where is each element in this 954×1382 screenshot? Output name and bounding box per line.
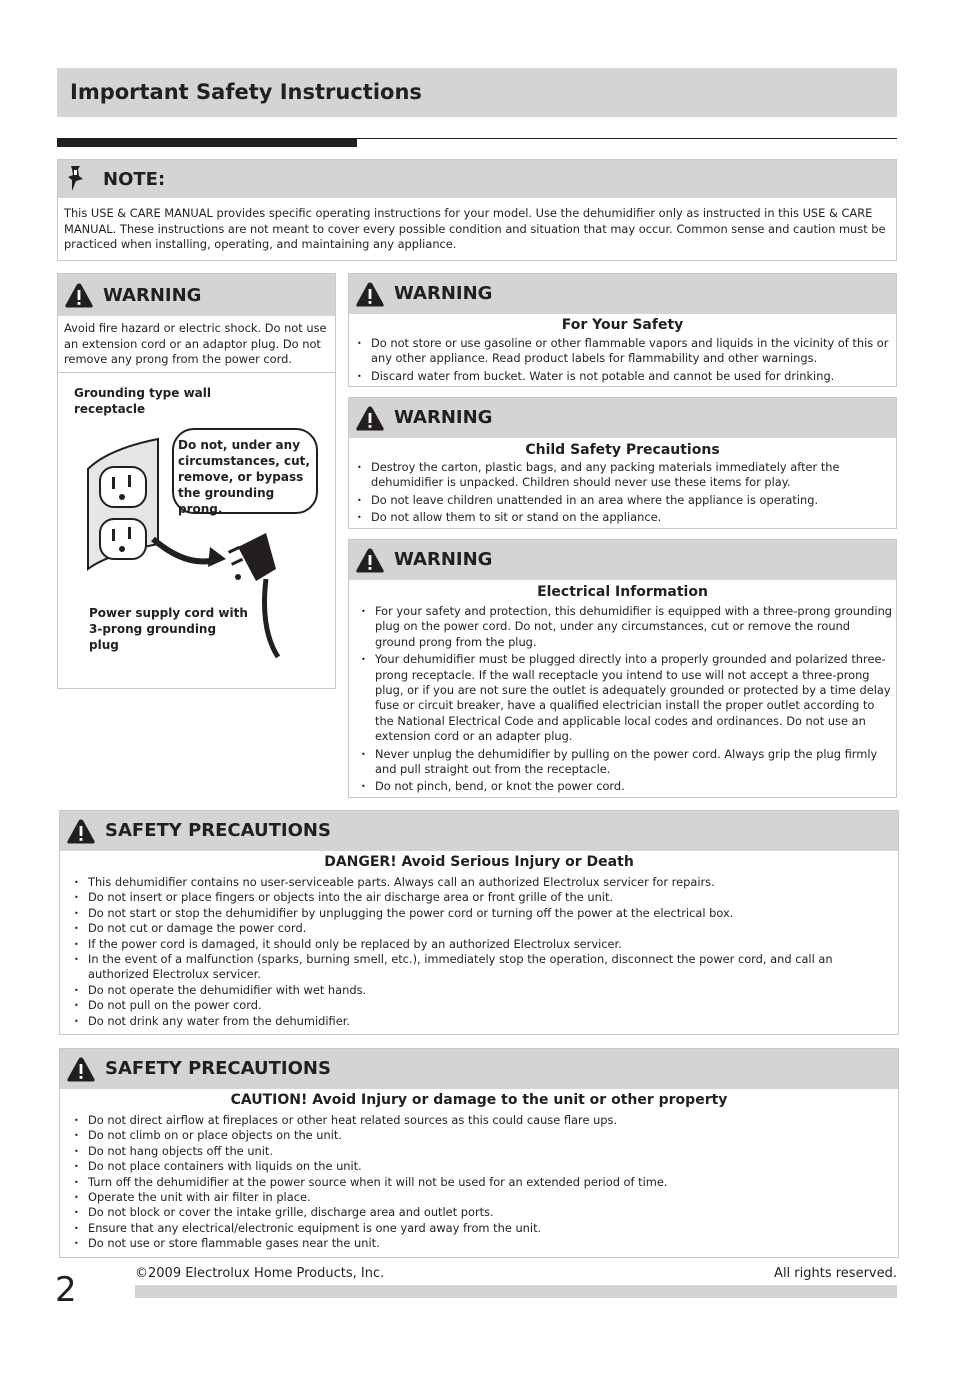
callout-text: Do not, under any circumstances, cut, remove, or bypass the grounding prong. [178, 438, 310, 516]
warning-safety-header [349, 274, 896, 314]
warning-fire-header [58, 274, 335, 316]
warning-triangle-icon [355, 547, 385, 578]
precautions-caution-box [59, 1048, 899, 1258]
note-box [57, 159, 897, 261]
warning-child-box [348, 397, 897, 529]
list-item: • Do not leave children unattended in an area where the appliance is operating. [349, 493, 889, 508]
list-item: • Ensure that any electrical/electronic equipment is one yard away from the unit. [66, 1221, 894, 1236]
precautions-caution-title: SAFETY PRECAUTIONS [105, 1058, 331, 1079]
precautions-caution-header [60, 1049, 898, 1089]
list-item: • Do not pinch, bend, or knot the power cord. [353, 779, 893, 794]
warning-safety-title: WARNING [394, 283, 493, 304]
precautions-danger-subtitle: DANGER! Avoid Serious Injury or Death [324, 854, 634, 870]
warning-electrical-subtitle: Electrical Information [537, 584, 708, 600]
warning-child-list [349, 460, 889, 526]
warning-triangle-icon [64, 282, 94, 313]
receptacle-label: Grounding type wall receptacle [74, 386, 211, 416]
list-item: • Your dehumidifier must be plugged directly into a properly grounded and polarized three-prong receptacle. If the wall receptacle you intend to use will not accept a three-prong plug, or if you are not sure the outlet is adequately grounded or protected by a time delay fuse or circuit breaker, have a qualified electrician install the proper outlet according to the National Electrical Code and applicable local codes and ordinances. Do not use an extension cord or an adapter plug. [353, 652, 893, 744]
list-item: • Do not direct airflow at fireplaces or other heat related sources as this could cause flare ups. [66, 1113, 894, 1128]
cord-label: Power supply cord with 3-prong grounding plug [89, 606, 248, 652]
precautions-danger-list [66, 875, 894, 1029]
warning-triangle-icon [66, 1056, 96, 1087]
warning-fire-title: WARNING [103, 285, 202, 306]
page-number: 2 [55, 1270, 77, 1310]
list-item: • Operate the unit with air filter in place. [66, 1190, 894, 1205]
warning-fire-text: Avoid fire hazard or electric shock. Do not use an extension cord or an adaptor plug. Do not remove any prong from the power cord. [64, 321, 327, 366]
footer-copyright: ©2009 Electrolux Home Products, Inc. [135, 1266, 385, 1281]
precautions-caution-list [66, 1113, 894, 1252]
list-item: • If the power cord is damaged, it should only be replaced by an authorized Electrolux servicer. [66, 937, 894, 952]
warning-electrical-list [353, 604, 893, 795]
warning-safety-list [349, 336, 889, 384]
list-item: • Do not hang objects off the unit. [66, 1144, 894, 1159]
list-item: • Do not insert or place fingers or objects into the air discharge area or front grille of the unit. [66, 890, 894, 905]
footer-rights: All rights reserved. [774, 1266, 897, 1281]
list-item: • Do not store or use gasoline or other flammable vapors and liquids in the vicinity of this or any other appliance. Read product labels for flammability and other warnings. [349, 336, 889, 367]
list-item: • Do not start or stop the dehumidifier by unplugging the power cord or turning off the power at the electrical box. [66, 906, 894, 921]
list-item: • Do not allow them to sit or stand on the appliance. [349, 510, 889, 525]
warning-electrical-header [349, 540, 896, 580]
list-item: • Do not block or cover the intake grille, discharge area and outlet ports. [66, 1205, 894, 1220]
list-item: • Discard water from bucket. Water is not potable and cannot be used for drinking. [349, 369, 889, 384]
warning-child-header [349, 398, 896, 438]
note-title: NOTE: [103, 169, 166, 190]
warning-fire-box [57, 273, 336, 689]
list-item: • In the event of a malfunction (sparks, burning smell, etc.), immediately stop the operation, disconnect the power cord, and call an authorized Electrolux servicer. [66, 952, 894, 983]
header-rule-thick [57, 138, 357, 147]
note-header [58, 160, 896, 198]
warning-electrical-title: WARNING [394, 549, 493, 570]
precautions-danger-header [60, 811, 898, 851]
list-item: • This dehumidifier contains no user-serviceable parts. Always call an authorized Electrolux servicer for repairs. [66, 875, 894, 890]
page-header [57, 68, 897, 117]
warning-electrical-box [348, 539, 897, 798]
warning-triangle-icon [355, 281, 385, 312]
warning-safety-box [348, 273, 897, 387]
list-item: • For your safety and protection, this dehumidifier is equipped with a three-prong grounding plug on the power cord. Do not, under any circumstances, cut or remove the round ground prong from the plug. [353, 604, 893, 650]
warning-triangle-icon [66, 818, 96, 849]
warning-fire-divider [58, 372, 335, 373]
precautions-danger-title: SAFETY PRECAUTIONS [105, 820, 331, 841]
list-item: • Do not place containers with liquids on the unit. [66, 1159, 894, 1174]
list-item: • Do not use or store flammable gases near the unit. [66, 1236, 894, 1251]
page-title: Important Safety Instructions [70, 80, 422, 104]
list-item: • Destroy the carton, plastic bags, and any packing materials immediately after the dehumidifier is unpacked. Children should never use these items for play. [349, 460, 889, 491]
warning-child-subtitle: Child Safety Precautions [525, 442, 720, 458]
list-item: • Do not climb on or place objects on the unit. [66, 1128, 894, 1143]
list-item: • Never unplug the dehumidifier by pulling on the power cord. Always grip the plug firmly and pull straight out from the receptacle. [353, 747, 893, 778]
footer-bar [135, 1285, 897, 1298]
list-item: • Do not pull on the power cord. [66, 998, 894, 1013]
list-item: • Do not drink any water from the dehumidifier. [66, 1014, 894, 1029]
warning-triangle-icon [355, 405, 385, 436]
pushpin-icon [66, 164, 90, 198]
precautions-caution-subtitle: CAUTION! Avoid Injury or damage to the unit or other property [230, 1092, 728, 1108]
list-item: • Turn off the dehumidifier at the power source when it will not be used for an extended period of time. [66, 1175, 894, 1190]
header-rule-thin [357, 138, 897, 139]
note-text: This USE & CARE MANUAL provides specific operating instructions for your model. Use the dehumidifier only as instructed in this USE & CARE MANUAL. These instructions are not meant to cover every possible condition and situation that may occur. Common sense and caution must be practiced when installing, operating, and maintaining any appliance. [64, 206, 886, 251]
precautions-danger-box [59, 810, 899, 1035]
warning-child-title: WARNING [394, 407, 493, 428]
list-item: • Do not operate the dehumidifier with wet hands. [66, 983, 894, 998]
list-item: • Do not cut or damage the power cord. [66, 921, 894, 936]
warning-safety-subtitle: For Your Safety [561, 317, 684, 333]
